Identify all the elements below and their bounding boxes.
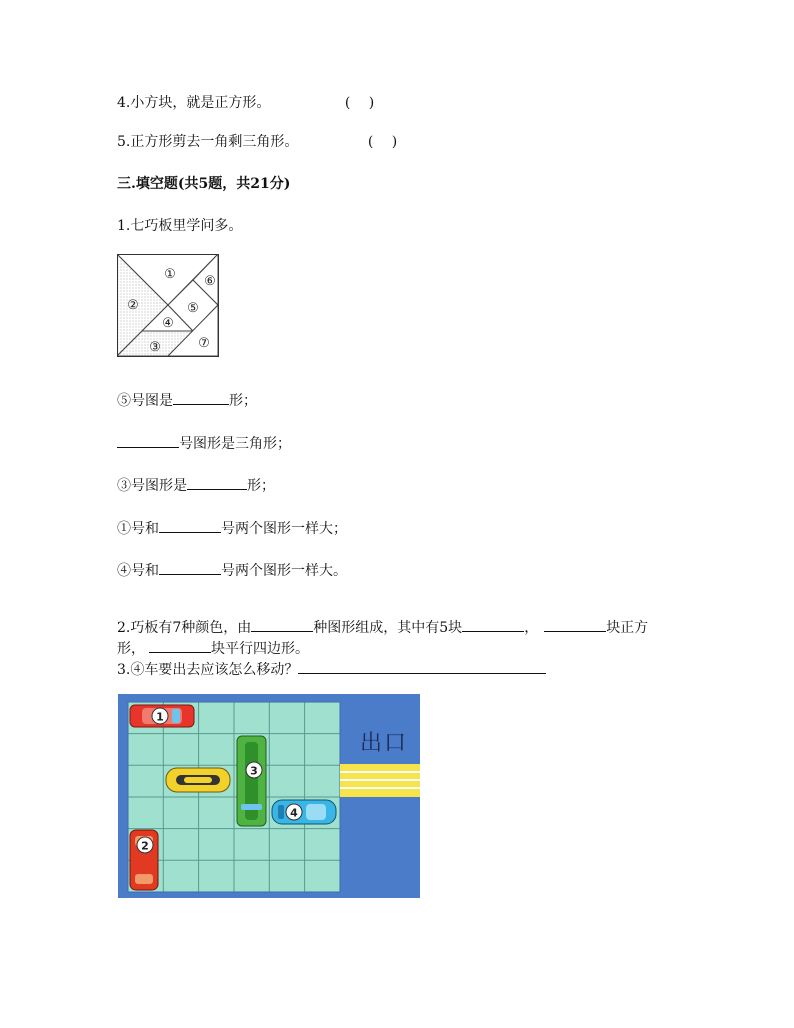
car-4-label: 4	[290, 806, 298, 820]
answer-blank[interactable]	[159, 518, 221, 533]
fill-line-3-post: 形；	[247, 478, 275, 494]
question-5-text: 5.正方形剪去一角剩三角形。	[117, 134, 299, 150]
answer-blank[interactable]	[187, 475, 247, 490]
question-4	[117, 93, 374, 113]
car-1-label: 1	[156, 710, 164, 724]
tangram-label-7: ⑦	[198, 336, 210, 351]
question-2-text-c: ，	[524, 620, 539, 636]
car-3-label: 3	[250, 764, 258, 778]
tangram-label-2: ②	[127, 298, 139, 313]
answer-blank[interactable]	[117, 433, 179, 448]
fill-line-5	[117, 560, 347, 581]
exit-label: 出口	[359, 731, 409, 756]
car-1[interactable]	[130, 705, 194, 727]
question-2-text-e: 形，	[117, 641, 145, 657]
tangram-label-6: ⑥	[204, 274, 216, 289]
fill-line-3-pre: ③号图形是	[117, 478, 187, 494]
question-3	[117, 659, 546, 680]
answer-parentheses[interactable]: ( )	[367, 134, 398, 150]
tangram-label-3: ③	[149, 340, 161, 355]
fill-line-4-post: 号两个图形一样大；	[221, 521, 347, 537]
fill-line-1	[117, 390, 257, 411]
car-3[interactable]	[237, 736, 266, 826]
car-2[interactable]	[130, 830, 158, 890]
parking-puzzle-figure	[118, 694, 420, 898]
fill-line-4-pre: ①号和	[117, 521, 159, 537]
car-2-label: 2	[141, 839, 149, 853]
question-2-text-b: 种图形组成，其中有5块	[313, 620, 463, 636]
answer-blank[interactable]	[159, 560, 221, 575]
fill-line-5-pre: ④号和	[117, 563, 159, 579]
answer-blank[interactable]	[251, 617, 313, 632]
fill-line-2-post: 号图形是三角形；	[179, 436, 291, 452]
section-heading: 三.填空题(共5题，共21分)	[117, 176, 291, 192]
question-2-text-f: 块平行四边形。	[211, 641, 309, 657]
question-3-text: 3.④车要出去应该怎么移动？	[117, 662, 299, 678]
tangram-label-5: ⑤	[187, 301, 199, 316]
question-2-text-d: 块正方	[606, 620, 649, 636]
fill-line-2	[117, 433, 291, 454]
car-4[interactable]	[272, 800, 336, 824]
question-2-line-1	[117, 617, 648, 638]
answer-blank[interactable]	[544, 617, 606, 632]
answer-blank[interactable]	[298, 659, 546, 674]
fill-line-3	[117, 475, 275, 496]
answer-blank[interactable]	[462, 617, 524, 632]
question-1-title: 1.七巧板里学问多。	[117, 218, 243, 234]
question-4-text: 4.小方块，就是正方形。	[117, 95, 271, 111]
answer-blank[interactable]	[173, 390, 229, 405]
question-2-line-2	[117, 638, 309, 659]
question-5	[117, 132, 397, 152]
question-2-text-a: 2.巧板有7种颜色，由	[117, 620, 252, 636]
fill-line-5-post: 号两个图形一样大。	[221, 563, 347, 579]
fill-line-4	[117, 518, 347, 539]
fill-line-1-post: 形；	[229, 393, 257, 409]
tangram-figure	[117, 254, 219, 357]
answer-blank[interactable]	[149, 638, 211, 653]
answer-parentheses[interactable]: ( )	[344, 95, 375, 111]
car-yellow[interactable]	[166, 768, 230, 792]
exit-road	[340, 764, 420, 797]
fill-line-1-pre: ⑤号图是	[117, 393, 173, 409]
tangram-label-4: ④	[162, 316, 174, 331]
tangram-label-1: ①	[164, 267, 176, 282]
